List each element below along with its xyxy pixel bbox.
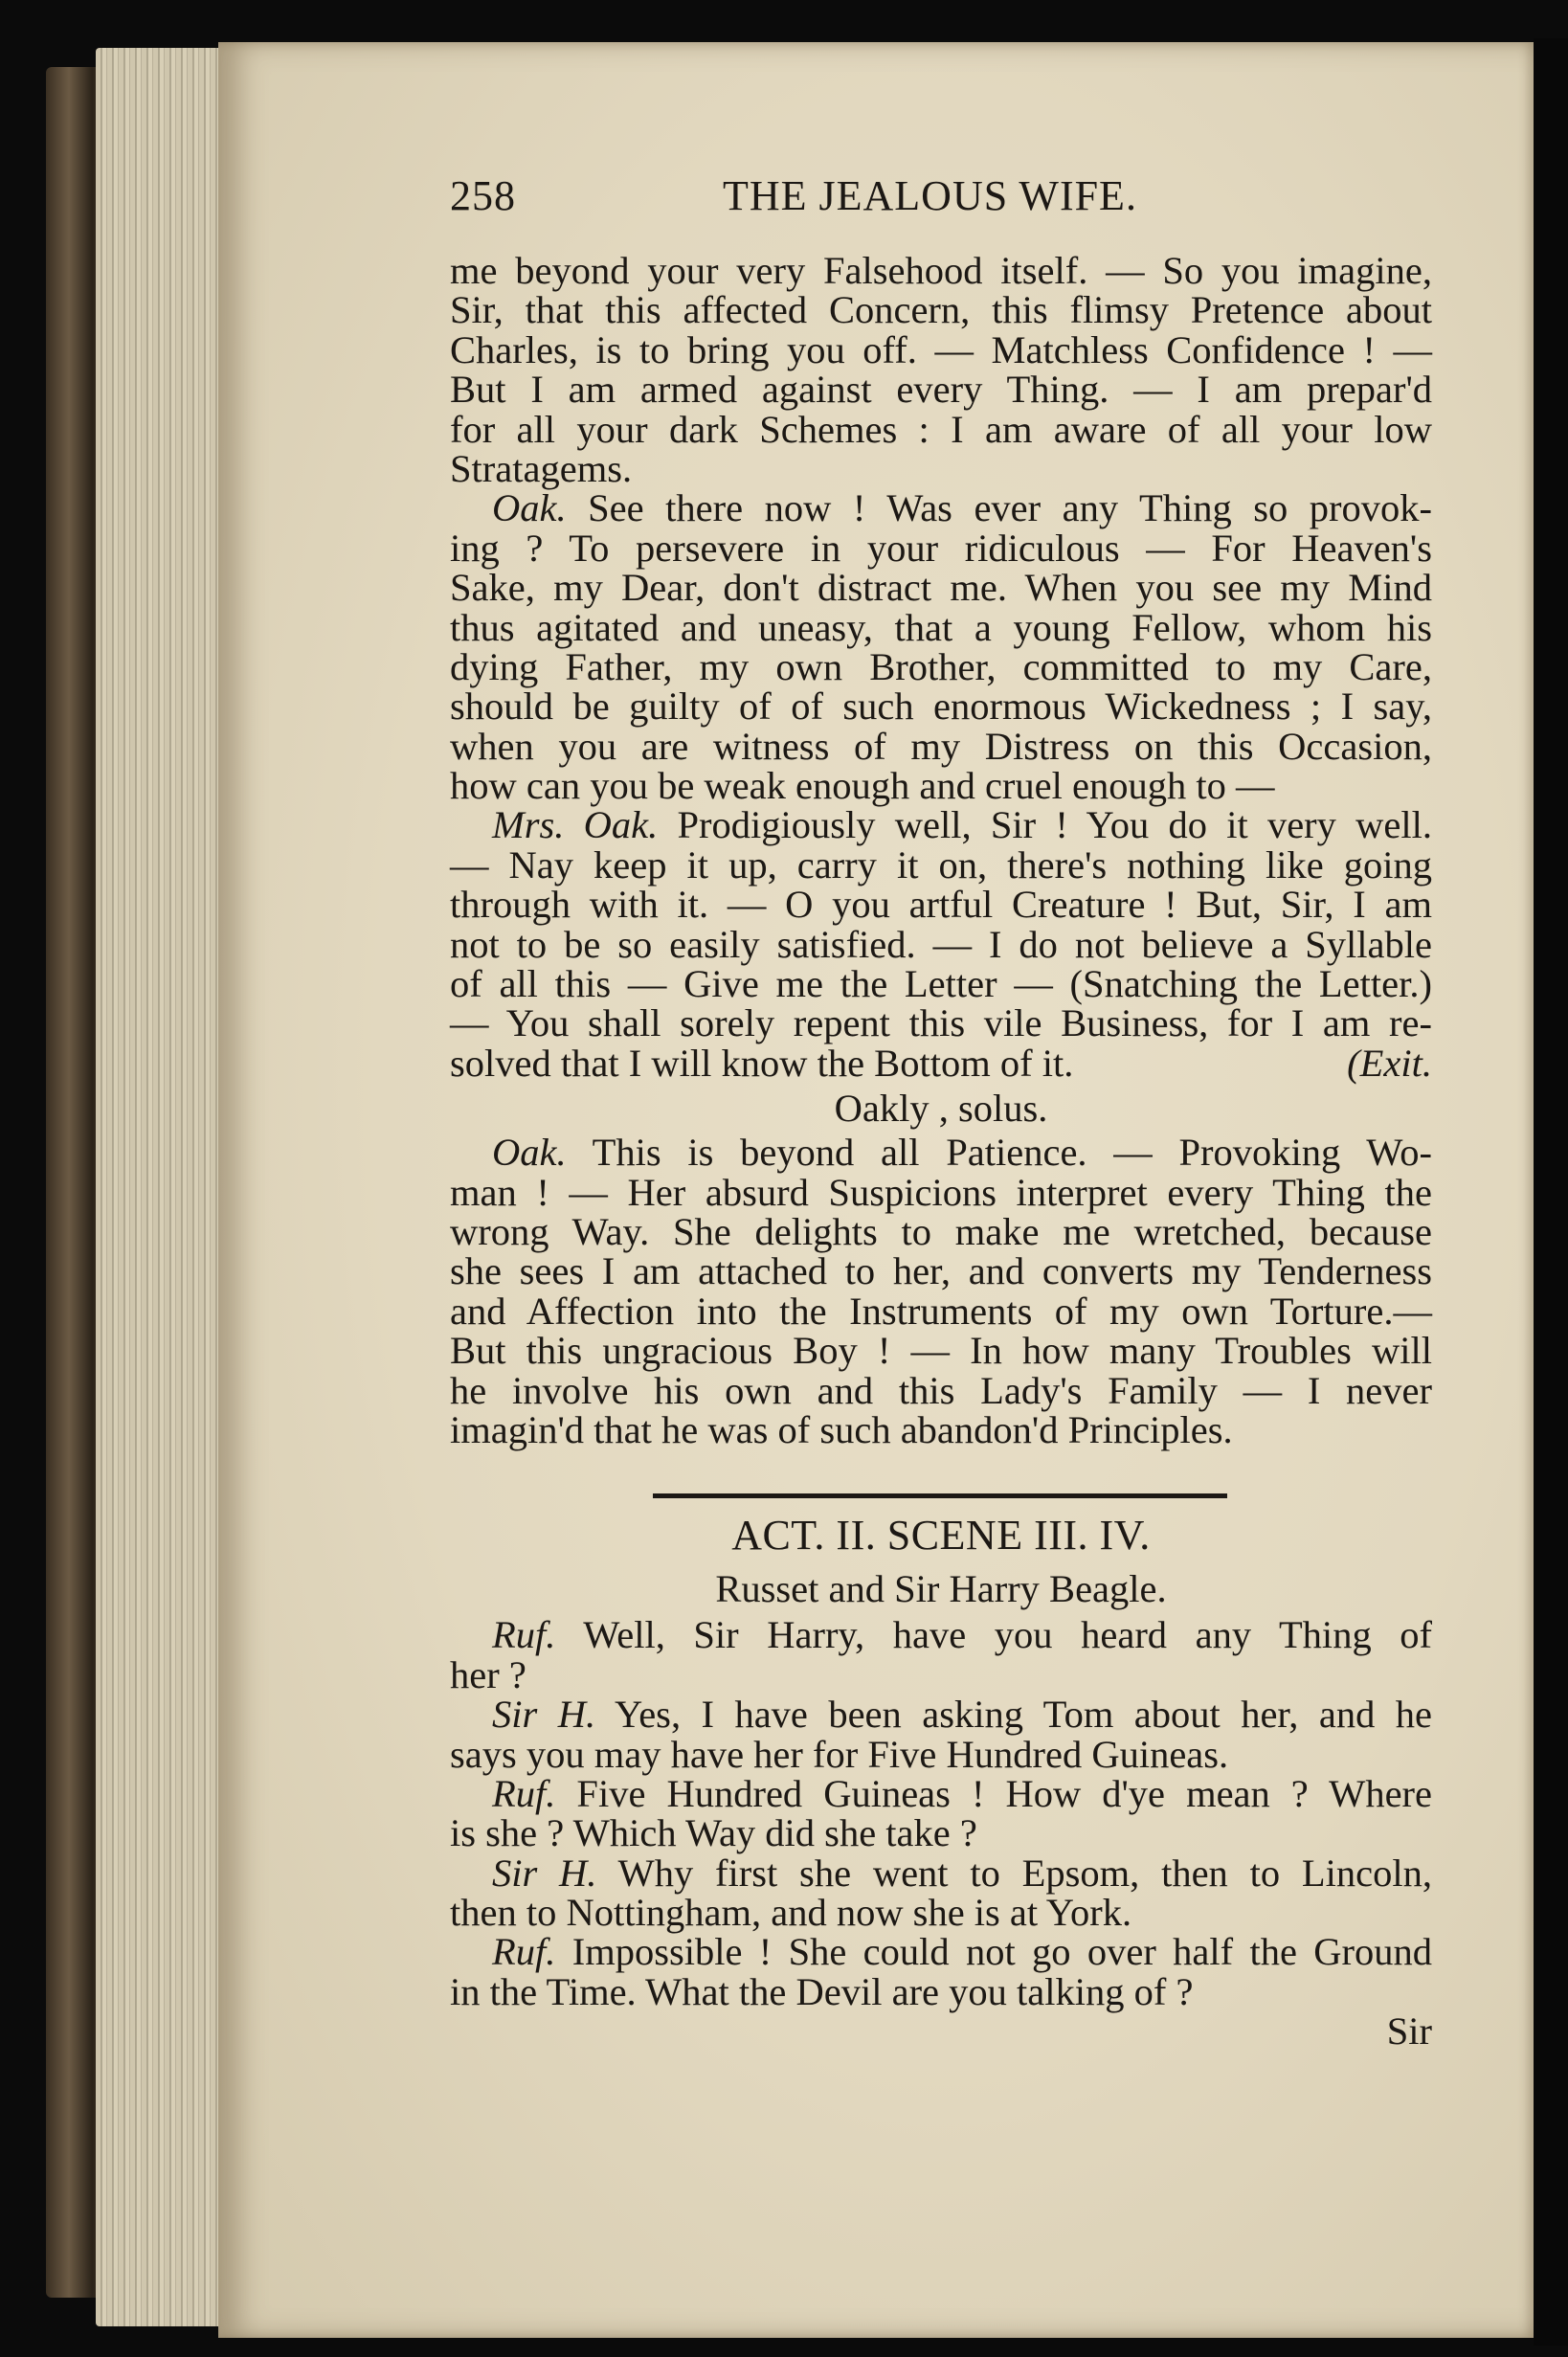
text-line: when you are witness of my Distress on this Occasion, — [450, 724, 1432, 768]
text-line: her ? — [450, 1652, 526, 1696]
text-line: and Affection into the Instruments of my own Torture.— — [450, 1289, 1432, 1333]
text-line: she sees I am attached to her, and converts my Tenderness — [450, 1249, 1432, 1293]
speaker-name: Sir H. — [492, 1851, 597, 1895]
text-line: ing ? To persevere in your ridiculous — For Heaven's — [450, 526, 1432, 570]
text-line: dying Father, my own Brother, committed to my Care, — [450, 644, 1432, 688]
text-line: imagin'd that he was of such abandon'd Principles. — [450, 1407, 1233, 1451]
running-title: THE JEALOUS WIFE. — [723, 172, 1137, 219]
text-line: — Nay keep it up, carry it on, there's nothing like going — [450, 842, 1432, 887]
speaker-name: Oak. — [492, 486, 567, 530]
text-line: Charles, is to bring you off. — Matchless Confidence ! — — [450, 327, 1432, 371]
speech-line — [450, 803, 1432, 847]
speech-line — [450, 1613, 1433, 1657]
text-line: thus agitated and uneasy, that a young Fellow, whom his — [450, 605, 1432, 649]
text-line: — You shall sorely repent this vile Business, for I am re- — [450, 1001, 1432, 1045]
text-line: me beyond your very Falsehood itself. — So you imagine, — [450, 249, 1432, 292]
text-line: in the Time. What the Devil are you talking of ? — [450, 1969, 1194, 2013]
text-line: how can you be weak enough and cruel enough to — — [450, 764, 1275, 808]
speech-text: Impossible ! She could not go over half the Ground — [571, 1930, 1432, 1974]
speech-text: Yes, I have been asking Tom about her, and he — [615, 1693, 1432, 1737]
speech-text: Prodigiously well, Sir ! You do it very well. — [677, 803, 1432, 847]
speaker-name: Sir H. — [492, 1693, 596, 1737]
speech-line — [450, 1930, 1432, 1974]
cast-line: Russet and Sir Harry Beagle. — [715, 1567, 1167, 1611]
speech-text: solved that I will know the Bottom of it. — [450, 1041, 1074, 1085]
text-line: Sir, that this affected Concern, this flimsy Pretence about — [450, 288, 1432, 332]
stage-direction-exit: (Exit. — [1347, 1041, 1432, 1085]
text-line: then to Nottingham, and now she is at York. — [450, 1891, 1132, 1935]
speech-line — [450, 1131, 1432, 1175]
speech-line — [450, 1771, 1433, 1815]
catchword: Sir — [1386, 2009, 1432, 2054]
text-line: of all this — Give me the Letter — (Snatching the Letter.) — [450, 962, 1432, 1006]
speaker-name: Oak. — [492, 1131, 567, 1175]
text-line: for all your dark Schemes : I am aware of all your low — [450, 407, 1432, 451]
speaker-name: Ruf. — [492, 1613, 556, 1657]
speech-text: Five Hundred Guineas ! How d'ye mean ? Where — [576, 1771, 1433, 1815]
page-text — [450, 168, 1432, 2054]
text-line: But this ungracious Boy ! — In how many Troubles will — [450, 1329, 1432, 1373]
text-line: But I am armed against every Thing. — I am prepar'd — [450, 368, 1432, 412]
text-line — [450, 1041, 1432, 1085]
speaker-name: Ruf. — [492, 1771, 556, 1815]
text-line: man ! — Her absurd Suspicions interpret every Thing the — [450, 1170, 1432, 1214]
text-line: should be guilty of of such enormous Wickedness ; I say, — [450, 685, 1432, 729]
speech-line — [450, 488, 1432, 528]
speech-line — [450, 1693, 1432, 1737]
speech-line — [450, 1853, 1432, 1893]
text-line: Sake, my Dear, don't distract me. When you see my Mind — [450, 566, 1432, 610]
speaker-name: Ruf. — [492, 1930, 556, 1974]
text-line: he involve his own and this Lady's Family — I never — [450, 1368, 1432, 1412]
act-heading: ACT. II. SCENE III. IV. — [731, 1512, 1151, 1560]
text-line: not to be so easily satisfied. — I do not believe a Syllable — [450, 922, 1432, 966]
speech-text: See there now ! Was ever any Thing so provok- — [588, 486, 1432, 530]
speech-text: Well, Sir Harry, have you heard any Thing of — [583, 1613, 1433, 1657]
speech-text: This is beyond all Patience. — Provoking Wo- — [592, 1131, 1432, 1175]
page-header — [450, 168, 1432, 251]
page-number: 258 — [450, 172, 516, 219]
text-line: Stratagems. — [450, 446, 633, 490]
text-line: wrong Way. She delights to make me wretched, because — [450, 1209, 1432, 1253]
scene-direction: Oakly , solus. — [834, 1087, 1048, 1131]
speech-text: Why first she went to Epsom, then to Lincoln, — [617, 1851, 1432, 1895]
text-line: is she ? Which Way did she take ? — [450, 1811, 977, 1855]
speaker-name: Mrs. Oak. — [492, 803, 659, 847]
facing-page-edge — [1534, 38, 1568, 2346]
text-line: says you may have her for Five Hundred Guineas. — [450, 1732, 1229, 1776]
section-divider — [653, 1493, 1227, 1498]
text-line: through with it. — O you artful Creature ! But, Sir, I am — [450, 883, 1432, 927]
